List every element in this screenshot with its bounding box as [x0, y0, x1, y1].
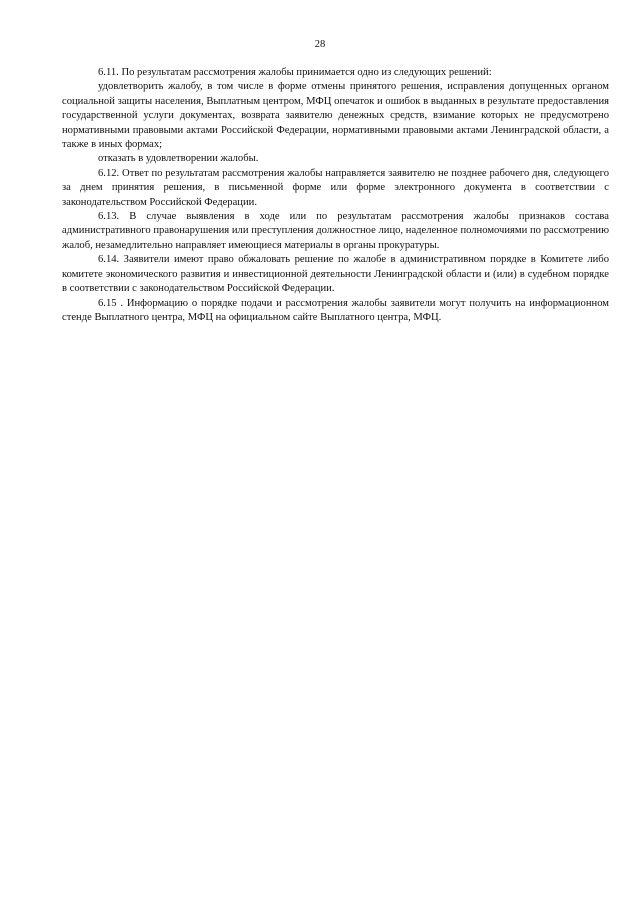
- paragraph-6-15: 6.15 . Информацию о порядке подачи и рассмотрения жалобы заявители могут получить на информационном стенде Выплатного центра, МФЦ на официальном сайте Выплатного центра, МФЦ.: [62, 297, 609, 323]
- paragraph-refuse-complaint: отказать в удовлетворении жалобы.: [98, 153, 259, 165]
- document-body: [62, 66, 609, 325]
- paragraph-6-12: 6.12. Ответ по результатам рассмотрения жалобы направляется заявителю не позднее рабочего дня, следующего за днем принятия решения, в письменной форме или форме электронного документа в соответствии с законодательством Российской Федерации.: [62, 167, 609, 208]
- paragraph-satisfy-complaint: удовлетворить жалобу, в том числе в форме отмены принятого решения, исправления допущенных органом социальной защиты населения, Выплатным центром, МФЦ опечаток и ошибок в выданных в результате предоставления государственной услуги документах, возврата заявителю денежных средств, взимание которых не предусмотрено нормативными правовыми актами Российской Федерации, нормативными правовыми актами Ленинградской области, а также в иных формах;: [62, 81, 609, 151]
- paragraph-6-13: 6.13. В случае выявления в ходе или по результатам рассмотрения жалобы признаков состава административного правонарушения или преступления должностное лицо, наделенное полномочиями по рассмотрению жалоб, незамедлительно направляет имеющиеся материалы в органы прокуратуры.: [62, 211, 609, 251]
- paragraph-6-14: 6.14. Заявители имеют право обжаловать решение по жалобе в административном порядке в Комитете либо комитете экономического развития и инвестиционной деятельности Ленинградской области и (или) в судебном порядке в соответствии с законодательством Российской Федерации.: [62, 254, 609, 295]
- paragraph-6-11: 6.11. По результатам рассмотрения жалобы принимается одно из следующих решений:: [98, 67, 492, 78]
- page-number: 28: [314, 39, 326, 50]
